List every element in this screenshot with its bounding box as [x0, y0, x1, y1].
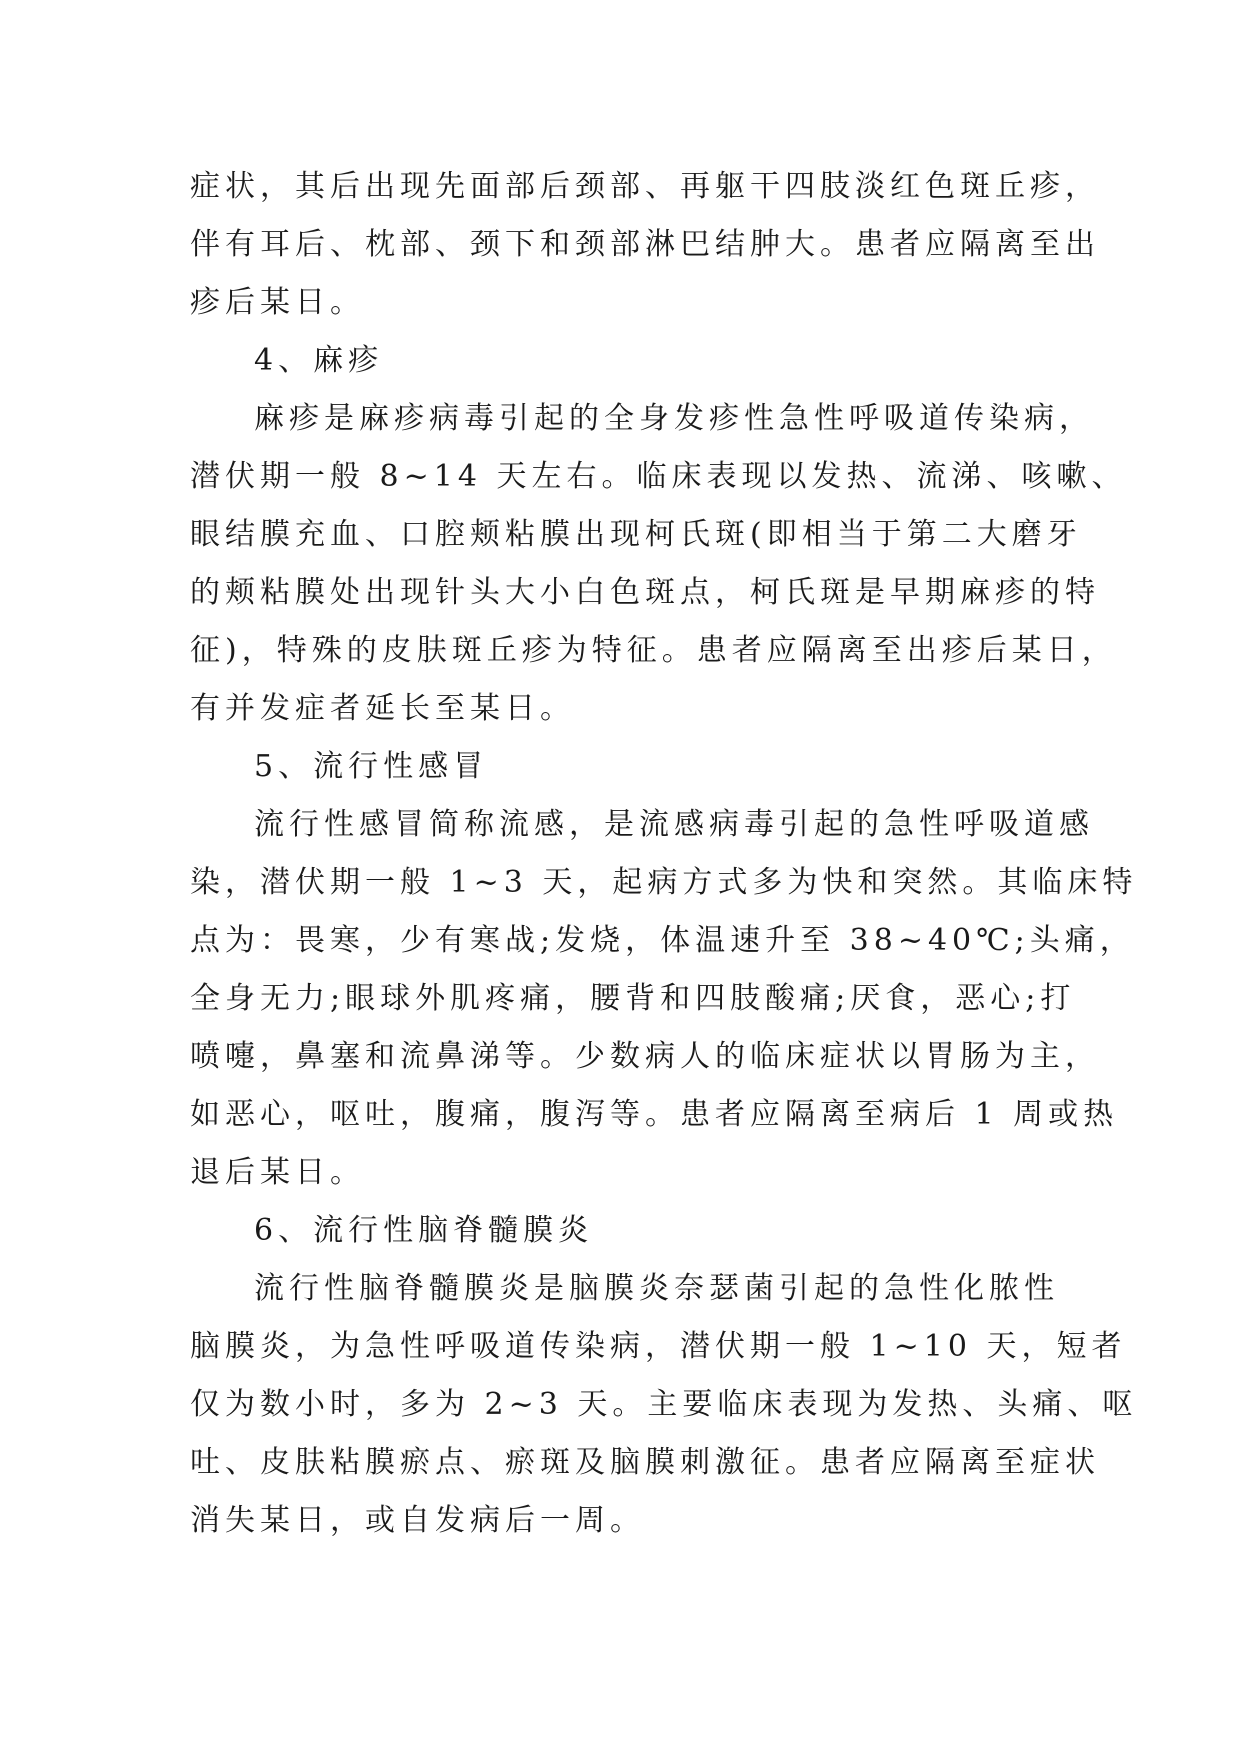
text-line: 吐、皮肤粘膜瘀点、瘀斑及脑膜刺激征。患者应隔离至症状	[190, 1445, 1100, 1480]
text-line: 全身无力;眼球外肌疼痛，腰背和四肢酸痛;厌食，恶心;打	[190, 981, 1076, 1016]
text-line: 流行性感冒简称流感，是流感病毒引起的急性呼吸道感	[254, 807, 1094, 842]
document-body	[190, 158, 1138, 1550]
text-line: 症状，其后出现先面部后颈部、再躯干四肢淡红色斑丘疹，	[190, 169, 1100, 204]
text-line: 染，潜伏期一般 1~3 天，起病方式多为快和突然。其临床特	[190, 865, 1138, 900]
section-heading-meningitis: 6、流行性脑脊髓膜炎	[254, 1213, 594, 1248]
text-line: 喷嚏，鼻塞和流鼻涕等。少数病人的临床症状以胃肠为主，	[190, 1039, 1100, 1074]
text-line: 的颊粘膜处出现针头大小白色斑点，柯氏斑是早期麻疹的特	[190, 575, 1100, 610]
text-line: 消失某日，或自发病后一周。	[190, 1503, 645, 1538]
text-line: 脑膜炎，为急性呼吸道传染病，潜伏期一般 1~10 天，短者	[190, 1329, 1127, 1364]
text-line: 潜伏期一般 8~14 天左右。临床表现以发热、流涕、咳嗽、	[190, 459, 1127, 494]
text-line: 征)，特殊的皮肤斑丘疹为特征。患者应隔离至出疹后某日，	[190, 633, 1117, 668]
text-line: 伴有耳后、枕部、颈下和颈部淋巴结肿大。患者应隔离至出	[190, 227, 1100, 262]
text-line: 仅为数小时，多为 2~3 天。主要临床表现为发热、头痛、呕	[190, 1387, 1138, 1422]
text-line: 眼结膜充血、口腔颊粘膜出现柯氏斑(即相当于第二大磨牙	[190, 517, 1082, 552]
text-line: 退后某日。	[190, 1155, 365, 1190]
section-heading-measles: 4、麻疹	[254, 343, 384, 378]
text-line: 疹后某日。	[190, 285, 365, 320]
text-line: 流行性脑脊髓膜炎是脑膜炎奈瑟菌引起的急性化脓性	[254, 1271, 1059, 1306]
text-line: 有并发症者延长至某日。	[190, 691, 575, 726]
text-line: 麻疹是麻疹病毒引起的全身发疹性急性呼吸道传染病，	[254, 401, 1094, 436]
section-heading-influenza: 5、流行性感冒	[254, 749, 489, 784]
text-line: 点为：畏寒，少有寒战;发烧，体温速升至 38~40℃;头痛，	[190, 923, 1135, 958]
text-line: 如恶心，呕吐，腹痛，腹泻等。患者应隔离至病后 1 周或热	[190, 1097, 1119, 1132]
